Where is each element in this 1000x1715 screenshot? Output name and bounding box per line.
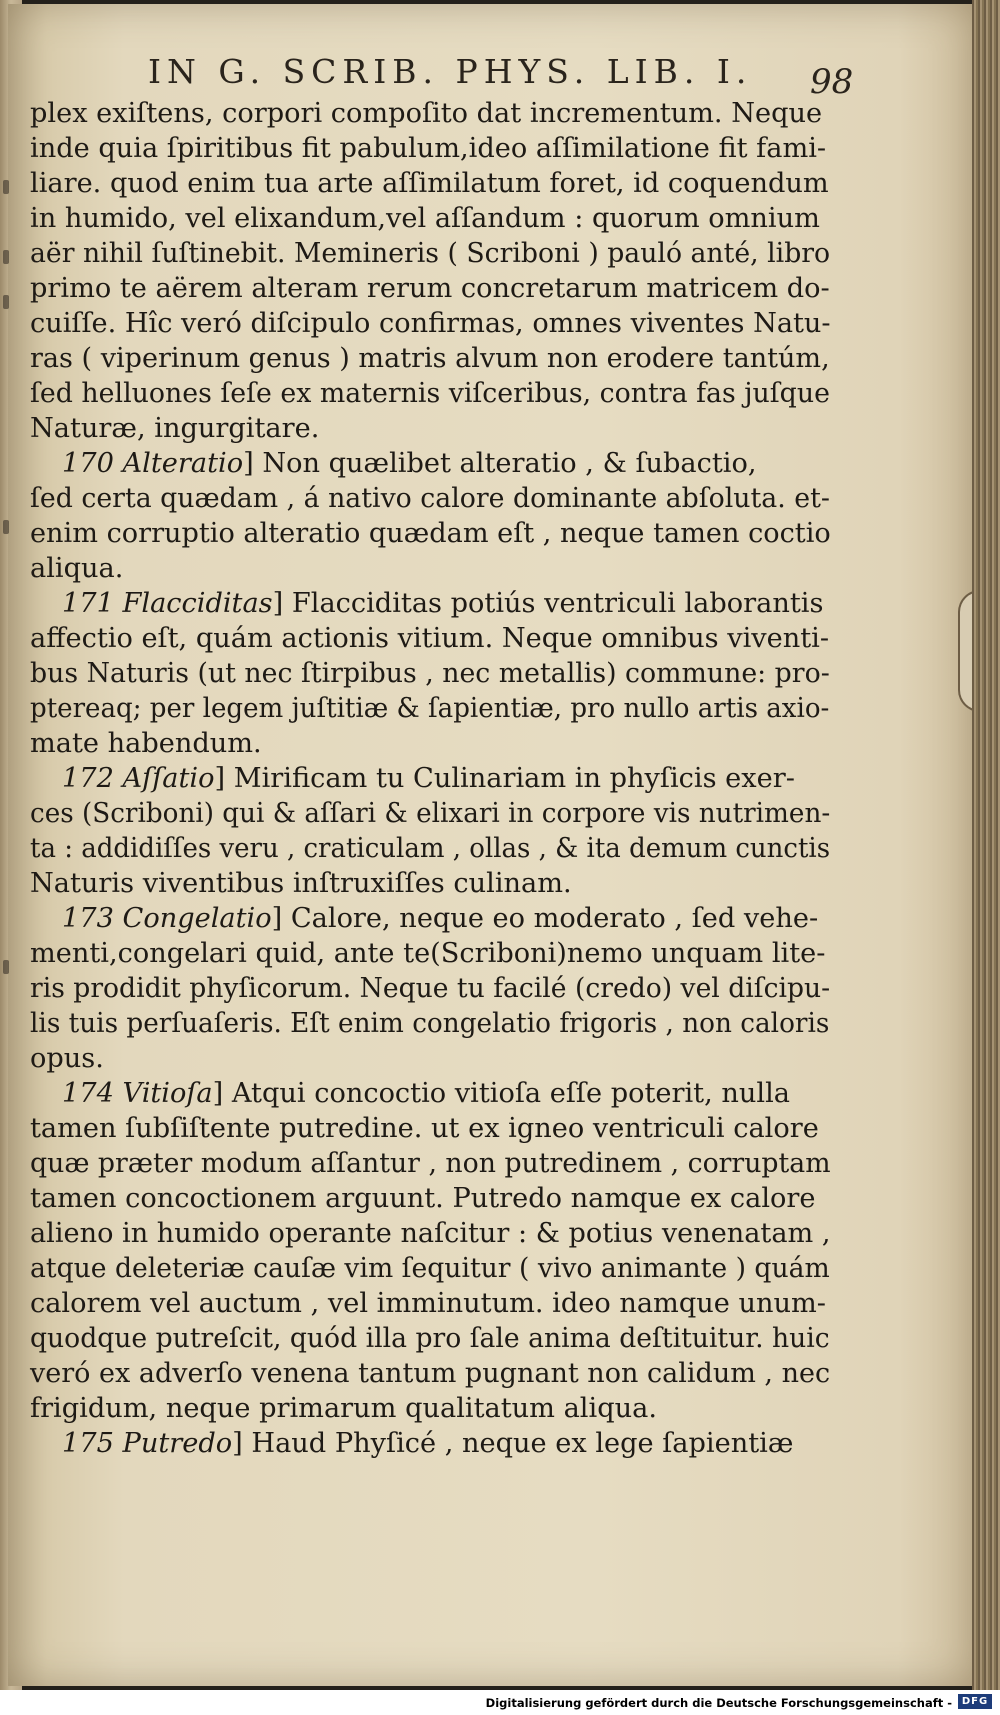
text-line [30,866,830,901]
text-line [30,96,830,131]
text-line [30,656,830,691]
text-line [30,936,830,971]
gutter-mark [3,180,9,194]
gutter-mark [3,520,9,534]
line-text: veró ex adverſo venena tantum pugnant non calidum , nec [30,1358,831,1389]
body-text [30,96,830,1461]
text-line [30,1111,830,1146]
dfg-logo: DFG [958,1694,992,1709]
text-line [30,306,829,341]
line-text: tamen ſubſiſtente putredine. ut ex igneo ventriculi calore [30,1113,819,1144]
line-text: ptereaq; per legem juſtitiæ & ſapientiæ, pro nullo artis axio- [30,693,830,724]
page-number: 98 [810,62,854,102]
line-text: ] Calore, neque eo moderato , ſed vehe- [271,903,819,934]
text-line [30,1146,831,1181]
text-line [30,131,830,166]
note-lemma: 172 Aſſatio [62,763,215,794]
line-text: menti,congelari quid, ante te(Scriboni)nemo unquam lite- [30,938,826,969]
line-text: plex exiſtens, corpori compoſito dat incrementum. Neque [30,98,823,129]
line-text: ] Haud Phyſicé , neque ex lege ſapientiæ [232,1428,794,1459]
text-line [30,586,830,621]
note-lemma: 171 Flacciditas [62,588,273,619]
line-text: aër nihil ſuſtinebit. Memineris ( Scriboni ) pauló anté, libro [30,238,831,269]
line-text: in humido, vel elixandum,vel aſſandum : quorum omnium [30,203,820,234]
text-line [30,201,830,236]
text-line [30,726,830,761]
line-text: ] Flacciditas potiús ventriculi laborantis [272,588,824,619]
line-text: ſed helluones ſeſe ex maternis viſceribus, contra fas juſque [30,378,830,409]
note-lemma: 174 Vitioſa [62,1078,213,1109]
text-line [30,341,830,376]
text-line [30,551,830,586]
text-line [30,166,830,201]
text-line [30,761,830,796]
line-text: mate habendum. [30,728,262,759]
line-text: ſed certa quædam , á nativo calore dominante abſoluta. et- [30,483,830,514]
text-line [30,411,830,446]
line-text: alieno in humido operante naſcitur : & potius venenatam , [30,1218,831,1249]
text-line [30,376,830,411]
text-line [30,1076,830,1111]
page-fore-edge [972,0,1000,1690]
text-line [30,1181,830,1216]
text-line [30,271,830,306]
line-text: liare. quod enim tua arte aſſimilatum foret, id coquendum [30,168,829,199]
text-line [30,971,831,1006]
line-text: ras ( viperinum genus ) matris alvum non erodere tantúm, [30,343,830,374]
line-text: inde quia ſpiritibus fit pabulum,ideo aſſimilatione fit fami- [30,133,827,164]
text-line [30,1426,830,1461]
text-line [30,1321,830,1356]
line-text: affectio eſt, quám actionis vitium. Neque omnibus viventi- [30,623,830,654]
line-text: opus. [30,1043,104,1074]
text-line [30,831,831,866]
line-text: primo te aërem alteram rerum concretarum matricem do- [30,273,830,304]
digitization-credit: Digitalisierung gefördert durch die Deutsche Forschungsgemeinschaft - [485,1696,952,1710]
line-text: aliqua. [30,553,124,584]
line-text: atque deleteriæ cauſæ vim ſequitur ( vivo animante ) quám [30,1253,830,1284]
line-text: tamen concoctionem arguunt. Putredo namque ex calore [30,1183,816,1214]
line-text: Naturis viventibus inſtruxiſſes culinam. [30,868,572,899]
line-text: frigidum, neque primarum qualitatum aliqua. [30,1393,657,1424]
note-lemma: 175 Putredo [62,1428,233,1459]
text-line [30,481,830,516]
text-line [30,796,831,831]
line-text: ces (Scriboni) qui & aſſari & elixari in corpore vis nutrimen- [30,798,831,829]
note-lemma: 173 Congelatio [62,903,272,934]
line-text: bus Naturis (ut nec ſtirpibus , nec metallis) commune: pro- [30,658,830,689]
line-text: ] Atqui concoctio vitioſa eſſe poterit, nulla [212,1078,791,1109]
line-text: ] Mirificam tu Culinariam in phyſicis exer- [214,763,795,794]
note-lemma: 170 Alteratio [62,448,244,479]
gutter-mark [3,960,9,974]
line-text: Naturæ, ingurgitare. [30,413,320,444]
gutter-mark [3,250,9,264]
gutter-mark [3,295,9,309]
running-head: IN G. SCRIB. PHYS. LIB. I. [148,52,753,91]
line-text: enim corruptio alteratio quædam eſt , neque tamen coctio [30,518,831,549]
text-line [30,1041,830,1076]
line-text: calorem vel auctum , vel imminutum. ideo namque unum- [30,1288,826,1319]
text-line [30,236,831,271]
line-text: ] Non quælibet alteratio , & ſubactio, [243,448,757,479]
text-line [30,1286,830,1321]
book-page [8,4,976,1686]
text-line [30,1216,831,1251]
line-text: cuiſſe. Hîc veró diſcipulo confirmas, omnes viventes Natu- [30,308,831,339]
line-text: quodque putreſcit, quód illa pro ſale anima deſtituitur. huic [30,1323,830,1354]
text-line [30,1006,830,1041]
text-line [30,1356,831,1391]
line-text: lis tuis perſuaſeris. Eſt enim congelatio frigoris , non caloris [30,1008,830,1039]
line-text: ris prodidit phyſicorum. Neque tu facilé (credo) vel diſcipu- [30,973,831,1004]
footer-bar [0,1690,1000,1715]
text-line [30,516,831,551]
text-line [30,621,830,656]
text-line [30,446,830,481]
text-line [30,691,830,726]
text-line [30,1391,830,1426]
text-line [30,901,830,936]
line-text: quæ præter modum aſſantur , non putredinem , corruptam [30,1148,831,1179]
text-line [30,1251,830,1286]
line-text: ta : addidiſſes veru , craticulam , ollas , & ita demum cunctis [30,833,831,864]
